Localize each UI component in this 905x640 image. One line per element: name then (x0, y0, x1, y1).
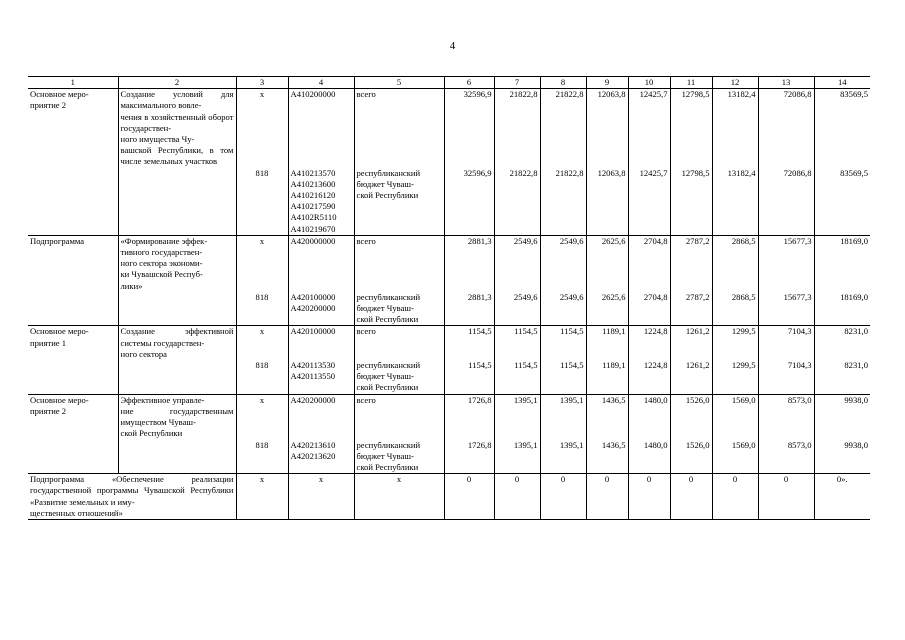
cell-code: A420200000 (288, 394, 354, 439)
table-row (28, 394, 870, 439)
table-row (28, 360, 870, 394)
cell-value: 2704,8 (628, 292, 670, 326)
cell-grbs: 818 (236, 440, 288, 474)
cell-value: 8573,0 (758, 394, 814, 439)
column-header-11: 11 (670, 77, 712, 89)
cell-value: 21822,8 (540, 168, 586, 236)
cell-subprogram-label: Подпрограмма «Обеспечение реализации государственной программы Чувашской Республики «Развитие земельных и иму- щественных отношений» (28, 474, 236, 520)
cell-value: 1726,8 (444, 394, 494, 439)
cell-value: 1261,2 (670, 326, 712, 360)
column-header-14: 14 (814, 77, 870, 89)
cell-source: всего (354, 394, 444, 439)
cell-code: x (288, 474, 354, 520)
cell-value: 1726,8 (444, 440, 494, 474)
column-header-7: 7 (494, 77, 540, 89)
table-row-subprogram-support (28, 474, 870, 520)
cell-code: A420113530 A420113550 (288, 360, 354, 394)
page-number: 4 (449, 40, 456, 52)
cell-value: 1395,1 (494, 440, 540, 474)
cell-value: 1569,0 (712, 440, 758, 474)
column-header-10: 10 (628, 77, 670, 89)
cell-value: 2881,3 (444, 235, 494, 292)
cell-value: 2549,6 (494, 292, 540, 326)
table-row (28, 292, 870, 326)
cell-value: 0 (540, 474, 586, 520)
cell-source: всего (354, 235, 444, 292)
cell-value: 72086,8 (758, 89, 814, 168)
cell-name (118, 168, 236, 236)
cell-value: 2549,6 (540, 292, 586, 326)
cell-source: республиканский бюджет Чуваш- ской Республики (354, 168, 444, 236)
cell-source: республиканский бюджет Чуваш- ской Республики (354, 292, 444, 326)
column-header-8: 8 (540, 77, 586, 89)
cell-value: 12425,7 (628, 168, 670, 236)
cell-name: Создание эффективной системы государствен- ного сектора (118, 326, 236, 360)
table-row (28, 440, 870, 474)
table-row (28, 235, 870, 292)
cell-source: республиканский бюджет Чуваш- ской Республики (354, 360, 444, 394)
cell-value: 1154,5 (494, 360, 540, 394)
cell-grbs: 818 (236, 292, 288, 326)
cell-name: Эффективное управле- ние государственным имуществом Чуваш- ской Республики (118, 394, 236, 439)
column-header-1: 1 (28, 77, 118, 89)
cell-value: 2787,2 (670, 292, 712, 326)
cell-code: A420000000 (288, 235, 354, 292)
cell-grbs: 818 (236, 168, 288, 236)
cell-value: 8231,0 (814, 326, 870, 360)
column-header-12: 12 (712, 77, 758, 89)
cell-value: 2868,5 (712, 292, 758, 326)
cell-value: 1189,1 (586, 360, 628, 394)
cell-source: республиканский бюджет Чуваш- ской Республики (354, 440, 444, 474)
cell-value: 1436,5 (586, 394, 628, 439)
cell-grbs: x (236, 235, 288, 292)
column-header-3: 3 (236, 77, 288, 89)
cell-value: 0 (758, 474, 814, 520)
cell-value: 83569,5 (814, 89, 870, 168)
column-header-2: 2 (118, 77, 236, 89)
table-row (28, 326, 870, 360)
cell-value: 9938,0 (814, 440, 870, 474)
cell-value: 12798,5 (670, 168, 712, 236)
cell-value: 1154,5 (540, 326, 586, 360)
cell-value: 1154,5 (444, 360, 494, 394)
cell-activity: Основное меро- приятие 2 (30, 394, 89, 416)
cell-name (118, 292, 236, 326)
cell-value: 13182,4 (712, 89, 758, 168)
cell-value: 7104,3 (758, 326, 814, 360)
cell-value: 7104,3 (758, 360, 814, 394)
cell-value: 12063,8 (586, 168, 628, 236)
column-header-5: 5 (354, 77, 444, 89)
cell-value: 1154,5 (494, 326, 540, 360)
cell-name (118, 360, 236, 394)
budget-table (28, 76, 870, 520)
cell-value: 0 (586, 474, 628, 520)
cell-value: 8573,0 (758, 440, 814, 474)
cell-value: 0 (628, 474, 670, 520)
cell-code: A420100000 (288, 326, 354, 360)
cell-activity: Основное меро- приятие 1 (30, 326, 89, 348)
table-row (28, 89, 870, 168)
cell-value: 1395,1 (540, 440, 586, 474)
cell-value: 21822,8 (540, 89, 586, 168)
cell-code: A410200000 (288, 89, 354, 168)
cell-value: 1299,5 (712, 360, 758, 394)
cell-value: 13182,4 (712, 168, 758, 236)
cell-value: 15677,3 (758, 235, 814, 292)
column-header-4: 4 (288, 77, 354, 89)
cell-activity: Подпрограмма (30, 235, 85, 246)
cell-value: 0 (444, 474, 494, 520)
cell-value: 1154,5 (444, 326, 494, 360)
cell-value: 1526,0 (670, 440, 712, 474)
cell-value: 1480,0 (628, 440, 670, 474)
cell-value: 1395,1 (494, 394, 540, 439)
table-row (28, 168, 870, 236)
cell-value: 2549,6 (494, 235, 540, 292)
cell-grbs: x (236, 394, 288, 439)
cell-value: 9938,0 (814, 394, 870, 439)
cell-source: всего (354, 326, 444, 360)
column-header-6: 6 (444, 77, 494, 89)
cell-value: 2625,6 (586, 292, 628, 326)
cell-value: 83569,5 (814, 168, 870, 236)
cell-value: 2881,3 (444, 292, 494, 326)
cell-source: всего (354, 89, 444, 168)
cell-grbs: x (236, 89, 288, 168)
cell-value: 1154,5 (540, 360, 586, 394)
cell-activity (28, 440, 118, 474)
cell-value: 2704,8 (628, 235, 670, 292)
cell-value: 1261,2 (670, 360, 712, 394)
cell-value: 1480,0 (628, 394, 670, 439)
cell-grbs: x (236, 474, 288, 520)
cell-value: 2787,2 (670, 235, 712, 292)
cell-name: Создание условий для максимального вовле- чения в хозяйственный оборот государствен- ного имущества Чу- вашской Республики, в том числе земельных участков (118, 89, 236, 168)
cell-value: 2868,5 (712, 235, 758, 292)
cell-value: 12063,8 (586, 89, 628, 168)
cell-value: 1189,1 (586, 326, 628, 360)
cell-value: 1526,0 (670, 394, 712, 439)
cell-grbs: x (236, 326, 288, 360)
cell-activity (28, 360, 118, 394)
cell-grbs: 818 (236, 360, 288, 394)
cell-value: 21822,8 (494, 168, 540, 236)
cell-value: 0 (712, 474, 758, 520)
cell-value: 0 (670, 474, 712, 520)
cell-value: 1569,0 (712, 394, 758, 439)
cell-value: 12798,5 (670, 89, 712, 168)
cell-value: 1224,8 (628, 326, 670, 360)
cell-value: 0 (494, 474, 540, 520)
header-row (28, 77, 870, 89)
cell-value: 15677,3 (758, 292, 814, 326)
cell-activity: Основное меро- приятие 2 (30, 89, 89, 111)
cell-code: A420213610 A420213620 (288, 440, 354, 474)
cell-code: A420100000 A420200000 (288, 292, 354, 326)
cell-value: 21822,8 (494, 89, 540, 168)
cell-value: 1436,5 (586, 440, 628, 474)
cell-value: 32596,9 (444, 168, 494, 236)
cell-name: «Формирование эффек- тивного государствен- ного сектора экономи- ки Чувашской Респуб- лики» (118, 235, 236, 292)
cell-value: 2625,6 (586, 235, 628, 292)
cell-value: 1395,1 (540, 394, 586, 439)
cell-value: 72086,8 (758, 168, 814, 236)
cell-activity (28, 168, 118, 236)
cell-source: x (354, 474, 444, 520)
cell-code: A410213570 A410213600 A410216120 A410217590 A4102R5110 A410219670 (288, 168, 354, 236)
cell-value: 12425,7 (628, 89, 670, 168)
cell-value: 2549,6 (540, 235, 586, 292)
cell-value: 0». (814, 474, 870, 520)
cell-value: 1224,8 (628, 360, 670, 394)
column-header-9: 9 (586, 77, 628, 89)
cell-name (118, 440, 236, 474)
cell-value: 8231,0 (814, 360, 870, 394)
cell-value: 1299,5 (712, 326, 758, 360)
cell-value: 18169,0 (814, 292, 870, 326)
cell-value: 18169,0 (814, 235, 870, 292)
cell-value: 32596,9 (444, 89, 494, 168)
cell-activity (28, 292, 118, 326)
column-header-13: 13 (758, 77, 814, 89)
